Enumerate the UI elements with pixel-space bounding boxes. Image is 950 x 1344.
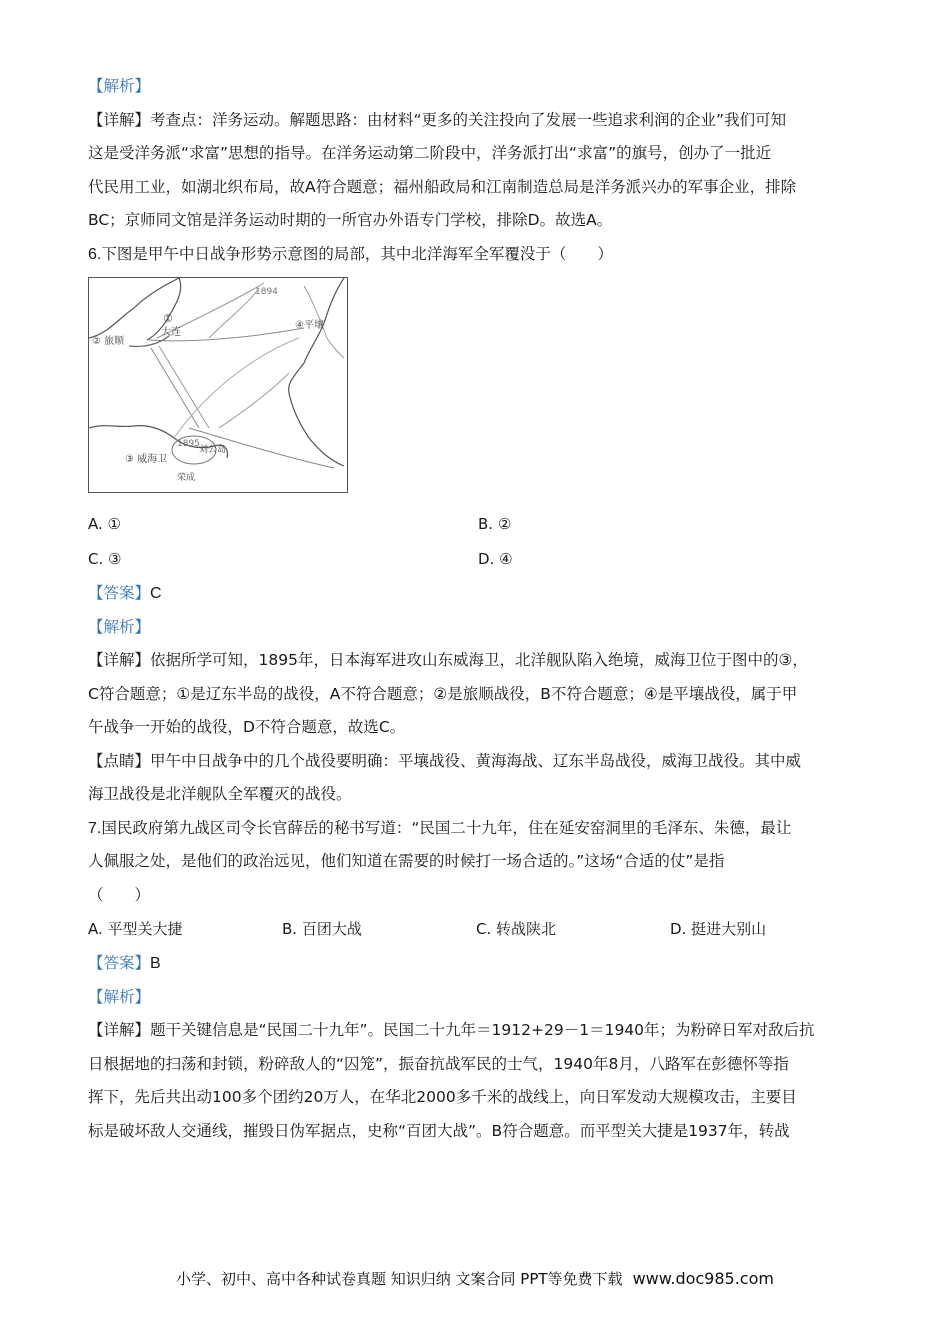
comment-line: 【点睛】甲午中日战争中的几个战役要明确：平壤战役、黄海海战、辽东半岛战役，威海卫战役。其中威 (88, 751, 802, 770)
question-7-stem (88, 812, 868, 846)
map-label: ① (163, 312, 173, 325)
question-6-options-row-2 (88, 542, 868, 577)
option-d: D. 挺进大别山 (670, 920, 767, 938)
question-number: 6. (88, 245, 102, 263)
question-text: 下图是甲午中日战争形势示意图的局部，其中北洋海军全军覆没于（ ） (101, 244, 613, 263)
footer-text: 小学、初中、高中各种试卷真题 知识归纳 文案合同 PPT等免费下载 (176, 1270, 623, 1288)
analysis-heading: 【解析】 (88, 987, 151, 1006)
map-label: 1894 (255, 287, 278, 297)
detail-line: 标是破坏敌人交通线，摧毁日伪军据点，史称“百团大战”。B符合题意。而平型关大捷是1937年，转战 (88, 1121, 790, 1140)
answer-value: C (150, 585, 162, 602)
map-label: ③ 威海卫 (125, 454, 168, 465)
map-label: 1895 (177, 439, 200, 449)
sino-japanese-war-map (88, 277, 348, 493)
map-label: 荣成 (177, 473, 196, 483)
map-label: 刘公岛 (199, 445, 227, 455)
map-label: ④平壤 (295, 320, 324, 331)
detail-line: 日根据地的扫荡和封锁，粉碎敌人的“囚笼”，振奋抗战军民的士气，1940年8月，八路军在彭德怀等指 (88, 1054, 789, 1073)
map-label: 大连 (161, 327, 181, 338)
option-a: A. ① (88, 515, 121, 533)
detail-line: 【详解】依据所学可知，1895年，日本海军进攻山东威海卫，北洋舰队陷入绝境，威海卫位于图中的③， (88, 651, 808, 669)
detail-line: 【详解】考查点：洋务运动。解题思路：由材料“更多的关注投向了发展一些追求利润的企业”我们可知 (88, 110, 787, 129)
option-a: A. 平型关大捷 (88, 920, 183, 938)
option-b: B. ② (478, 515, 512, 533)
question-6-options-row-1 (88, 507, 868, 542)
answer-value: B (150, 955, 161, 972)
detail-line: 午战争一开始的战役，D不符合题意，故选C。 (88, 718, 406, 736)
footer-url[interactable]: www.doc985.com (632, 1269, 774, 1288)
document-page (88, 70, 868, 1148)
detail-line: C符合题意；①是辽东半岛的战役，A不符合题意；②是旅顺战役，B不符合题意；④是平壤战役，属于甲 (88, 684, 798, 703)
question-6-stem (88, 238, 868, 272)
option-c: C. ③ (88, 550, 122, 568)
option-d: D. ④ (478, 550, 513, 568)
page-footer (0, 1268, 950, 1289)
question-number: 7. (88, 819, 102, 837)
detail-line: BC；京师同文馆是洋务运动时期的一所官办外语专门学校，排除D。故选A。 (88, 211, 613, 229)
question-7-options (88, 912, 868, 947)
detail-line: 【详解】题干关键信息是“民国二十九年”。民国二十九年＝1912+29－1＝1940年；为粉碎日军对敌后抗 (88, 1021, 815, 1039)
answer-line (88, 577, 868, 611)
option-b: B. 百团大战 (282, 920, 362, 938)
option-c: C. 转战陕北 (476, 920, 557, 938)
analysis-heading: 【解析】 (88, 617, 151, 636)
answer-heading: 【答案】 (88, 954, 151, 972)
question-text: 国民政府第九战区司令长官薛岳的秘书写道：“民国二十九年，住在延安窑洞里的毛泽东、朱德，最让 (101, 818, 792, 837)
analysis-heading: 【解析】 (88, 77, 151, 95)
answer-heading: 【答案】 (88, 584, 151, 602)
comment-line: 海卫战役是北洋舰队全军覆灭的战役。 (88, 785, 352, 803)
detail-line: 代民用工业，如湖北织布局，故A符合题意；福州船政局和江南制造总局是洋务派兴办的军事企业，排除 (88, 177, 797, 196)
map-label: ② 旅顺 (92, 336, 125, 347)
question-text: （ ） (88, 885, 151, 904)
detail-line: 挥下，先后共出动100多个团约20万人，在华北2000多千米的战线上，向日军发动大规模攻击，主要目 (88, 1088, 797, 1106)
answer-line (88, 947, 868, 981)
question-text: 人佩服之处，是他们的政治远见，他们知道在需要的时候打一场合适的。”这场“合适的仗”是指 (88, 852, 725, 870)
detail-line: 这是受洋务派“求富”思想的指导。在洋务运动第二阶段中，洋务派打出“求富”的旗号，创办了一批近 (88, 144, 772, 162)
map-drawing (89, 278, 347, 492)
